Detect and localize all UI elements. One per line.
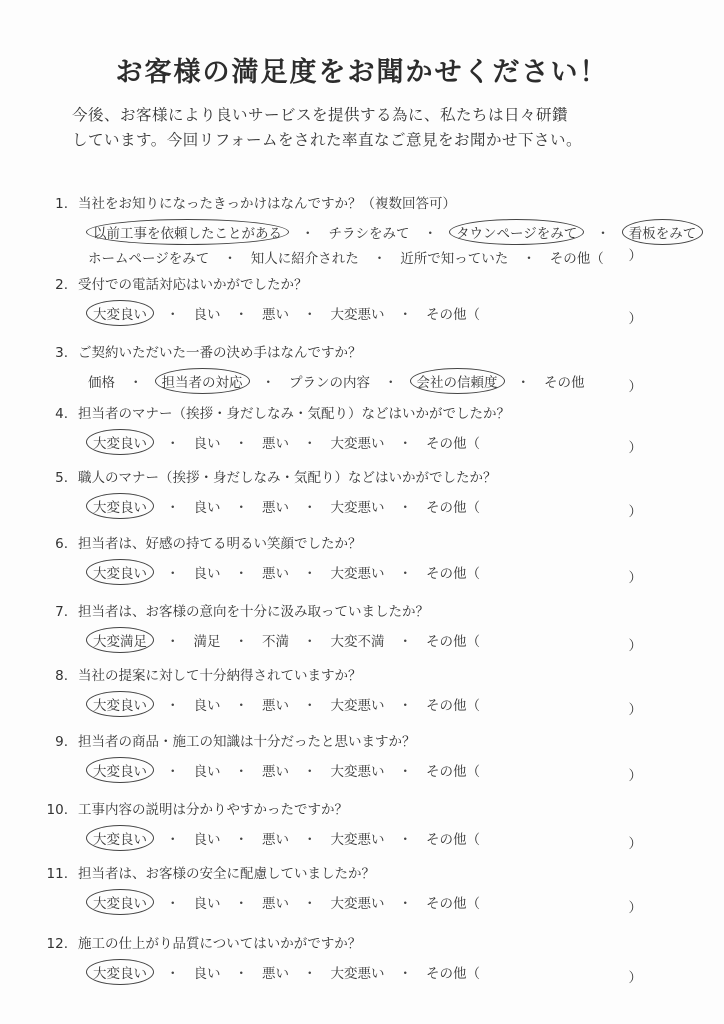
- separator: ・: [234, 307, 248, 323]
- close-paren: ）: [628, 379, 642, 395]
- option[interactable]: その他: [544, 375, 585, 391]
- separator: ・: [129, 375, 143, 391]
- question-7: [0, 600, 724, 670]
- question-text: 当社の提案に対して十分納得されていますか？: [78, 668, 362, 684]
- close-paren: ）: [628, 970, 642, 986]
- option[interactable]: 悪い: [262, 966, 289, 982]
- separator: ・: [596, 226, 610, 242]
- option-selected[interactable]: 担当者の対応: [155, 368, 250, 394]
- question-text-line: [0, 932, 361, 952]
- question-number: 1.: [55, 196, 68, 212]
- option[interactable]: 良い: [193, 832, 221, 848]
- question-text-line: [0, 273, 308, 293]
- question-text: ご契約いただいた一番の決め手はなんですか？: [78, 345, 362, 361]
- separator: ・: [166, 698, 180, 714]
- option[interactable]: その他（: [426, 698, 480, 714]
- option[interactable]: その他（: [549, 251, 604, 267]
- question-text-line: [0, 664, 362, 684]
- separator: ・: [398, 764, 412, 780]
- option[interactable]: 大変悪い: [330, 966, 385, 982]
- option[interactable]: その他（: [426, 966, 480, 982]
- options-row: [86, 825, 482, 851]
- option-selected[interactable]: 大変良い: [86, 889, 154, 915]
- close-paren: ）: [628, 248, 642, 264]
- option[interactable]: 良い: [193, 896, 221, 912]
- separator: ・: [301, 226, 315, 242]
- options-row: [86, 691, 482, 717]
- question-number: 8.: [55, 668, 68, 684]
- intro-line-1: 今後、お客様により良いサービスを提供する為に、私たちは日々研鑽: [72, 106, 569, 124]
- option[interactable]: その他（: [426, 500, 480, 516]
- question-number: 12.: [46, 936, 68, 952]
- question-number: 7.: [55, 604, 68, 620]
- options-row: [86, 429, 482, 455]
- separator: ・: [166, 896, 180, 912]
- question-text-line: [0, 600, 429, 620]
- separator: ・: [372, 251, 387, 267]
- separator: ・: [398, 566, 412, 582]
- close-paren: ）: [628, 768, 642, 784]
- separator: ・: [303, 764, 317, 780]
- close-paren: ）: [628, 504, 642, 520]
- option[interactable]: 悪い: [262, 436, 289, 452]
- separator: ・: [234, 500, 248, 516]
- option[interactable]: 大変不満: [330, 634, 385, 650]
- option[interactable]: 悪い: [262, 566, 289, 582]
- separator: ・: [303, 966, 317, 982]
- question-text: 担当者は、お客様の安全に配慮していましたか？: [78, 866, 375, 882]
- separator: ・: [303, 698, 317, 714]
- option-selected[interactable]: 大変良い: [86, 825, 154, 851]
- option[interactable]: 良い: [193, 436, 221, 452]
- separator: ・: [166, 436, 180, 452]
- question-text-line: [0, 192, 456, 212]
- question-text-line: [0, 730, 416, 750]
- question-number: 4.: [55, 406, 68, 422]
- option[interactable]: 良い: [193, 500, 221, 516]
- separator: ・: [303, 896, 317, 912]
- option-selected[interactable]: 以前工事を依頼したことがある: [86, 219, 289, 245]
- option[interactable]: その他（: [426, 634, 480, 650]
- option[interactable]: その他（: [426, 307, 480, 323]
- close-paren: ）: [628, 311, 642, 327]
- question-number: 5.: [55, 470, 68, 486]
- question-text: 当社をお知りになったきっかけはなんですか？（複数回答可）: [78, 196, 456, 212]
- question-text-line: [0, 532, 362, 552]
- separator: ・: [166, 634, 180, 650]
- question-number: 10.: [46, 802, 68, 818]
- question-text-line: [0, 862, 375, 882]
- question-text: 職人のマナー（挨拶・身だしなみ・気配り）などはいかがでしたか？: [78, 470, 497, 486]
- close-paren: ）: [628, 638, 642, 654]
- option-selected[interactable]: 看板をみて: [622, 219, 704, 245]
- intro-line-2: しています。今回リフォームをされた率直なご意見をお聞かせ下さい。: [72, 131, 582, 149]
- separator: ・: [398, 698, 412, 714]
- options-row: [86, 300, 482, 326]
- question-6: [0, 532, 724, 602]
- separator: ・: [398, 500, 412, 516]
- option[interactable]: 悪い: [262, 307, 289, 323]
- separator: ・: [303, 436, 317, 452]
- question-text: 担当者の商品・施工の知識は十分だったと思いますか？: [78, 734, 416, 750]
- option[interactable]: 良い: [193, 966, 221, 982]
- separator: ・: [166, 764, 180, 780]
- separator: ・: [166, 500, 180, 516]
- intro-text: [72, 103, 672, 153]
- question-3: [0, 341, 724, 411]
- separator: ・: [234, 566, 248, 582]
- separator: ・: [303, 566, 317, 582]
- option[interactable]: 大変悪い: [330, 566, 385, 582]
- question-8: [0, 664, 724, 734]
- close-paren: ）: [628, 836, 642, 852]
- separator: ・: [234, 634, 248, 650]
- question-text: 工事内容の説明は分かりやすかったですか？: [78, 802, 348, 818]
- separator: ・: [261, 375, 275, 391]
- option[interactable]: 価格: [88, 375, 115, 391]
- question-number: 9.: [55, 734, 68, 750]
- separator: ・: [522, 251, 536, 267]
- option-selected[interactable]: 大変良い: [86, 300, 154, 326]
- option-selected[interactable]: 大変良い: [86, 959, 154, 985]
- separator: ・: [398, 832, 412, 848]
- option[interactable]: 良い: [193, 698, 221, 714]
- close-paren: ）: [628, 900, 642, 916]
- option[interactable]: 悪い: [262, 896, 289, 912]
- option[interactable]: 不満: [262, 634, 289, 650]
- question-5: [0, 466, 724, 536]
- question-number: 2.: [55, 277, 68, 293]
- separator: ・: [398, 307, 412, 323]
- separator: ・: [303, 500, 317, 516]
- question-text: 担当者は、お客様の意向を十分に汲み取っていましたか？: [78, 604, 429, 620]
- separator: ・: [234, 896, 248, 912]
- question-11: [0, 862, 724, 932]
- separator: ・: [166, 307, 180, 323]
- question-number: 3.: [55, 345, 68, 361]
- options-row: [86, 246, 606, 268]
- separator: ・: [303, 634, 317, 650]
- separator: ・: [398, 966, 412, 982]
- question-4: [0, 402, 724, 472]
- separator: ・: [234, 436, 248, 452]
- separator: ・: [303, 307, 317, 323]
- separator: ・: [423, 226, 437, 242]
- option-selected[interactable]: 大変良い: [86, 493, 154, 519]
- option[interactable]: 良い: [193, 307, 221, 323]
- option[interactable]: 近所で知っていた: [400, 251, 509, 267]
- options-row: [86, 627, 482, 653]
- options-row: [86, 368, 587, 394]
- close-paren: ）: [628, 702, 642, 718]
- question-1: [0, 192, 724, 267]
- separator: ・: [398, 436, 412, 452]
- question-text-line: [0, 466, 497, 486]
- option-selected[interactable]: 大変良い: [86, 429, 154, 455]
- option[interactable]: その他（: [426, 896, 480, 912]
- close-paren: ）: [628, 440, 642, 456]
- options-row: [86, 559, 482, 585]
- question-text: 担当者は、好感の持てる明るい笑顔でしたか？: [78, 536, 362, 552]
- question-text: 施工の仕上がり品質についてはいかがですか？: [78, 936, 362, 952]
- option-selected[interactable]: 大変良い: [86, 559, 154, 585]
- option[interactable]: 大変悪い: [330, 698, 385, 714]
- options-row: [86, 757, 482, 783]
- option[interactable]: 大変悪い: [330, 764, 385, 780]
- option[interactable]: その他（: [426, 832, 480, 848]
- separator: ・: [166, 966, 180, 982]
- option[interactable]: 悪い: [262, 832, 289, 848]
- option[interactable]: チラシをみて: [328, 226, 410, 242]
- separator: ・: [234, 764, 248, 780]
- option[interactable]: その他（: [426, 436, 480, 452]
- option-selected[interactable]: 大変満足: [86, 627, 154, 653]
- option[interactable]: その他（: [426, 566, 480, 582]
- separator: ・: [234, 832, 248, 848]
- option[interactable]: プランの内容: [289, 375, 370, 391]
- option-selected[interactable]: タウンページをみて: [449, 219, 584, 245]
- option[interactable]: 満足: [193, 634, 221, 650]
- separator: ・: [516, 375, 530, 391]
- option[interactable]: その他（: [426, 764, 480, 780]
- separator: ・: [384, 375, 398, 391]
- separator: ・: [398, 896, 412, 912]
- survey-title: お客様の満足度をお聞かせください！: [115, 57, 609, 88]
- option[interactable]: 知人に紹介された: [250, 251, 359, 267]
- separator: ・: [398, 634, 412, 650]
- question-2: [0, 273, 724, 343]
- question-text-line: [0, 341, 362, 361]
- option-selected[interactable]: 会社の信頼度: [410, 368, 505, 394]
- option-selected[interactable]: 大変良い: [86, 691, 154, 717]
- option[interactable]: ホームページをみて: [88, 251, 210, 267]
- question-text: 受付での電話対応はいかがでしたか？: [78, 277, 308, 293]
- option[interactable]: 良い: [193, 566, 221, 582]
- question-12: [0, 932, 724, 1002]
- option[interactable]: 悪い: [262, 764, 289, 780]
- question-number: 6.: [55, 536, 68, 552]
- options-row: [86, 959, 482, 985]
- options-row: [86, 889, 482, 915]
- separator: ・: [303, 832, 317, 848]
- separator: ・: [166, 832, 180, 848]
- option[interactable]: 大変悪い: [330, 500, 385, 516]
- separator: ・: [166, 566, 180, 582]
- options-row: [86, 219, 703, 245]
- option[interactable]: 大変悪い: [330, 896, 385, 912]
- separator: ・: [223, 251, 237, 267]
- question-text-line: [0, 402, 510, 422]
- options-row: [86, 493, 482, 519]
- option-selected[interactable]: 大変良い: [86, 757, 154, 783]
- question-text: 担当者のマナー（挨拶・身だしなみ・気配り）などはいかがでしたか？: [78, 406, 510, 422]
- separator: ・: [234, 698, 248, 714]
- option[interactable]: 悪い: [262, 500, 289, 516]
- separator: ・: [234, 966, 248, 982]
- question-text-line: [0, 798, 348, 818]
- question-10: [0, 798, 724, 868]
- option[interactable]: 良い: [193, 764, 221, 780]
- option[interactable]: 大変悪い: [330, 436, 385, 452]
- question-9: [0, 730, 724, 800]
- option[interactable]: 大変悪い: [330, 832, 385, 848]
- option[interactable]: 大変悪い: [330, 307, 385, 323]
- close-paren: ）: [628, 570, 642, 586]
- question-number: 11.: [46, 866, 68, 882]
- option[interactable]: 悪い: [262, 698, 289, 714]
